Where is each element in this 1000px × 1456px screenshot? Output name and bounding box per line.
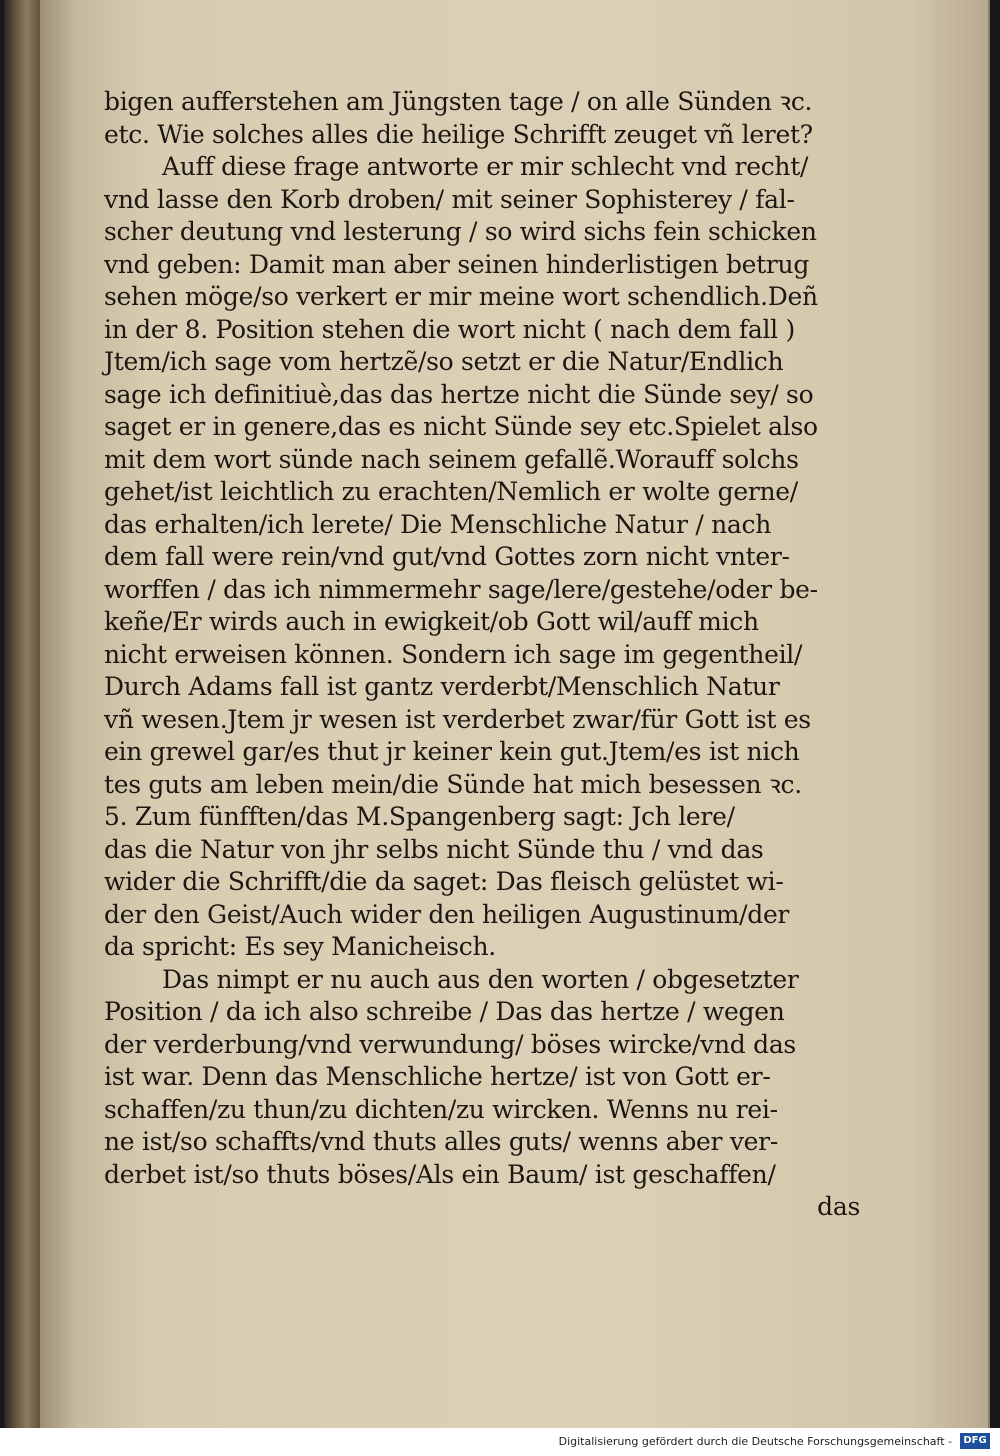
text-line: etc. Wie solches alles die heilige Schrifft zeuget vñ leret? xyxy=(104,119,813,149)
text-line: das die Natur von jhr selbs nicht Sünde thu / vnd das xyxy=(104,834,764,864)
book-page xyxy=(40,0,990,1428)
book-spine xyxy=(4,0,42,1428)
text-line: vnd geben: Damit man aber seinen hinderlistigen betrug xyxy=(104,249,810,279)
text-line: scher deutung vnd lesterung / so wird sichs fein schicken xyxy=(104,217,817,246)
text-line: da spricht: Es sey Manicheisch. xyxy=(104,932,496,961)
text-line: saget er in genere,das es nicht Sünde sey etc.Spielet also xyxy=(104,412,818,441)
catchword: das xyxy=(817,1192,860,1221)
text-line: ne ist/so schaffts/vnd thuts alles guts/ wenns aber ver- xyxy=(104,1127,778,1156)
text-line: dem fall were rein/vnd gut/vnd Gottes zorn nicht vnter- xyxy=(104,542,790,571)
funding-notice: Digitalisierung gefördert durch die Deutsche Forschungsgemeinschaft - xyxy=(558,1435,952,1448)
text-line: bigen aufferstehen am Jüngsten tage / on alle Sünden ꝛc. xyxy=(104,87,813,116)
text-line: nicht erweisen können. Sondern ich sage im gegentheil/ xyxy=(104,639,803,669)
text-line: Das nimpt er nu auch aus den worten / obgesetzter xyxy=(162,964,799,994)
text-line: ein grewel gar/es thut jr keiner kein gut.Jtem/es ist nich xyxy=(104,737,800,766)
text-line: Auff diese frage antworte er mir schlecht vnd recht/ xyxy=(162,152,809,181)
text-line: mit dem wort sünde nach seinem gefallẽ.Worauff solchs xyxy=(104,444,799,474)
text-line: Jtem/ich sage vom hertzẽ/so setzt er die Natur/Endlich xyxy=(104,347,784,376)
text-line: vñ wesen.Jtem jr wesen ist verderbet zwar/für Gott ist es xyxy=(104,704,811,734)
text-line: Position / da ich also schreibe / Das das hertze / wegen xyxy=(104,997,785,1026)
text-line: schaffen/zu thun/zu dichten/zu wircken. Wenns nu rei- xyxy=(104,1094,778,1124)
text-line: tes guts am leben mein/die Sünde hat mich besessen ꝛc. xyxy=(104,769,802,799)
page-text xyxy=(104,86,884,1224)
text-line: sage ich definitiuè,das das hertze nicht die Sünde sey/ so xyxy=(104,379,814,409)
text-line: der den Geist/Auch wider den heiligen Augustinum/der xyxy=(104,899,790,929)
text-line: worffen / das ich nimmermehr sage/lere/gestehe/oder be- xyxy=(104,574,818,604)
text-line: wider die Schrifft/die da saget: Das fleisch gelüstet wi- xyxy=(104,867,784,896)
text-line: das erhalten/ich lerete/ Die Menschliche Natur / nach xyxy=(104,509,772,539)
text-line: sehen möge/so verkert er mir meine wort schendlich.Deñ xyxy=(104,282,818,311)
text-line: derbet ist/so thuts böses/Als ein Baum/ ist geschaffen/ xyxy=(104,1159,776,1189)
text-line: gehet/ist leichtlich zu erachten/Nemlich er wolte gerne/ xyxy=(104,477,798,506)
text-line: der verderbung/vnd verwundung/ böses wircke/vnd das xyxy=(104,1029,796,1059)
text-line: Durch Adams fall ist gantz verderbt/Menschlich Natur xyxy=(104,672,780,701)
text-line: vnd lasse den Korb droben/ mit seiner Sophisterey / fal- xyxy=(104,184,795,214)
text-line: in der 8. Position stehen die wort nicht ( nach dem fall ) xyxy=(104,314,795,344)
text-line: ist war. Denn das Menschliche hertze/ ist von Gott er- xyxy=(104,1062,771,1091)
dfg-logo: DFG xyxy=(960,1433,990,1449)
text-line: keñe/Er wirds auch in ewigkeit/ob Gott wil/auff mich xyxy=(104,607,759,636)
text-line: 5. Zum fünfften/das M.Spangenberg sagt: Jch lere/ xyxy=(104,802,735,831)
